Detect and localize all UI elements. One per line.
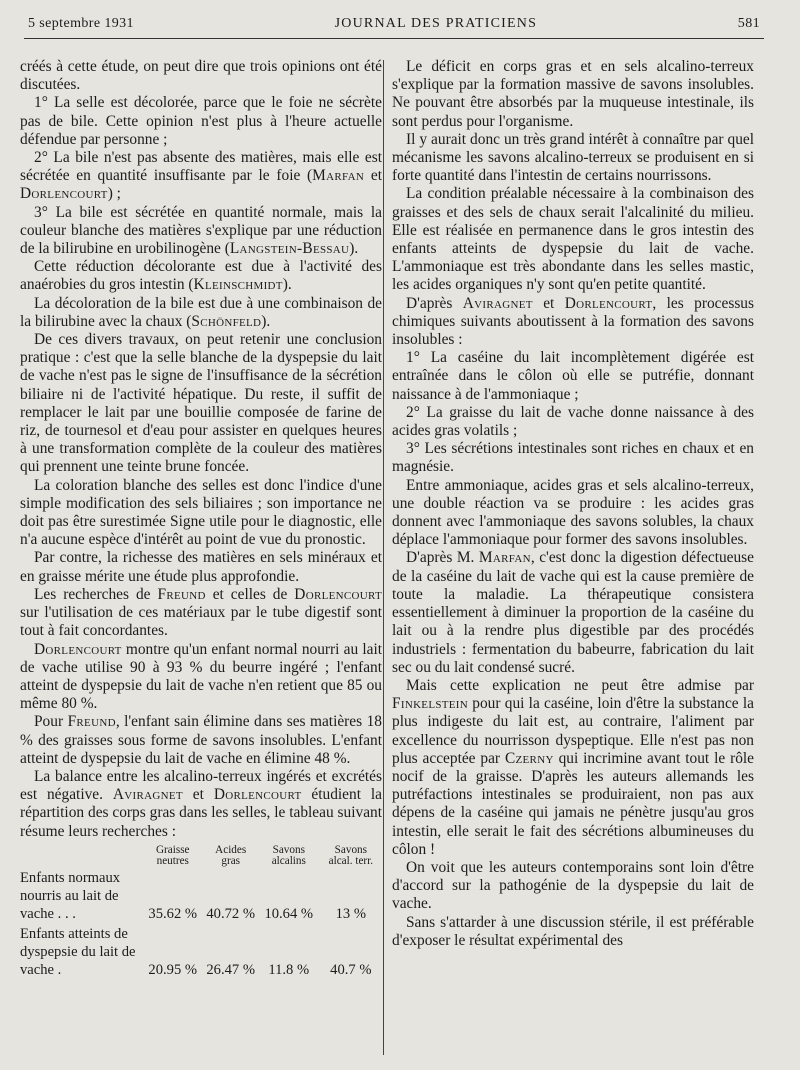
table-cell: 10.64 % (264, 905, 314, 922)
paragraph: On voit que les auteurs contemporains sont loin d'être d'accord sur la pathogénie de la dyspepsie du lait de vache. (392, 858, 754, 913)
table-cell: 35.62 % (148, 905, 198, 922)
table-cell: 40.7 % (330, 961, 372, 978)
paragraph: 3° Les sécrétions intestinales sont riches en chaux et en magnésie. (392, 440, 754, 476)
text-run: ). (349, 240, 359, 258)
text-run: La balance entre les alcalino-terreux ingérés et excrétés est négative. (20, 767, 382, 804)
table-cell: 13 % (335, 905, 367, 922)
paragraph (20, 258, 382, 294)
text-run: La décoloration de la bile est due à une combinaison de la bilirubine avec la chaux ( (20, 294, 382, 330)
text-run: pour qui la caséine, loin d'être la substance la plus indigeste du lait est, au contraire, l'aliment par excellence du nourrisson dyspeptique. Elle n'est pas non plus acceptée par (392, 695, 754, 767)
paragraph (20, 768, 382, 841)
left-column (20, 58, 382, 979)
table-cell: 40.72 % (206, 905, 256, 922)
paragraph: Entre ammoniaque, acides gras et sels alcalino-terreux, une double réaction va se produire : les acides gras donnent avec l'ammoniaque des savons solubles, la chaux déplace l'ammoniaque pour former des savons insolubles. (392, 476, 754, 549)
text-run: et (532, 294, 565, 312)
author-name: Freund (157, 585, 206, 603)
text-run: sur l'utilisation de ces matériaux par le tube digestif sont tout à fait concordantes. (20, 604, 382, 640)
paragraph: De ces divers travaux, on peut retenir une conclusion pratique : c'est que la selle blanche de la dyspepsie du lait de vache n'est pas le signe de l'insuffisance de la sécrétion biliaire ni de l'activité hépatique. Du reste, il suffit de remplacer le lait par une bouillie composée de farine de riz, de tournesol et d'eau pour assister en quelques heures à une transformation complète de la couleur des matières qui prennent une teinte brune foncée. (20, 331, 382, 476)
table-header-row (20, 845, 382, 867)
author-name: Finkelstein (392, 695, 469, 713)
author-name: Marfan (312, 167, 365, 185)
paragraph: Par contre, la richesse des matières en sels minéraux et en graisse mérite une étude plus approfondie. (20, 549, 382, 585)
paragraph (20, 641, 382, 714)
paragraph (20, 295, 382, 331)
author-name: Dorlencourt (20, 185, 108, 203)
row-label: Enfants atteints de dyspepsie du lait de vache . (20, 925, 136, 978)
table-cell: 26.47 % (206, 961, 256, 978)
paragraph: 1° La caséine du lait incomplètement digérée est entraînée dans le côlon où elle se putréfie, donnant naissance à de l'ammoniaque ; (392, 349, 754, 403)
row-label: Enfants normaux nourris au lait de vache . . . (20, 869, 121, 922)
table-cell: 20.95 % (148, 961, 198, 978)
text-run: ). (282, 276, 292, 294)
page-number: 581 (737, 16, 760, 31)
author-name: Kleinschmidt (193, 276, 283, 294)
text-run: Les recherches de (34, 585, 158, 603)
table-cell: 11.8 % (268, 961, 310, 978)
column-header: Graisse neutres (155, 843, 190, 867)
text-run: Mais cette explication ne peut être admise par (406, 676, 754, 694)
text-run: D'après M. (406, 549, 479, 567)
paragraph: La condition préalable nécessaire à la combinaison des graisses et des sels de chaux serait l'alcalinité du milieu. Elle est réalisée en permanence dans le gros intestin des enfants atteints de dyspepsie du lait de vache. L'ammoniaque est très abondante dans les selles mastic, les acides organiques n'y sont qu'en petite quantité. (392, 185, 754, 294)
author-name: Freund (67, 713, 116, 731)
author-name: Aviragnet (112, 786, 183, 804)
text-run: Pour (34, 713, 68, 731)
paragraph (20, 586, 382, 641)
paragraph (392, 295, 754, 350)
text-run: montre qu'un enfant normal nourri au lait de vache utilise 90 à 93 % du beurre ingéré ; l'enfant atteint de dyspepsie du lait de vache n'en retient que 85 ou même 80 %. (20, 640, 382, 713)
column-divider (383, 60, 384, 1055)
text-run: ). (261, 312, 271, 330)
paragraph (392, 549, 754, 676)
text-run: , c'est donc la digestion défectueuse de la caséine du lait de vache qui est la cause première de toute la maladie. La thérapeutique consistera essentiellement à diminuer la proportion de la caséine du lait ou à la rendre plus digestible par des procédés industriels : fermentation du babeurre, fabrication du lait sec ou du lait condensé sucré. (392, 549, 755, 676)
paragraph: Il y aurait donc un très grand intérêt à connaître par quel mécanisme les savons alcalino-terreux se produisent en si forte quantité dans l'intestin de certains nourrissons. (392, 130, 754, 185)
header-date: 5 septembre 1931 (28, 16, 134, 31)
author-name: Langstein-Bessau (229, 240, 350, 258)
paragraph: Sans s'attarder à une discussion stérile, il est préférable d'exposer le résultat expérimental des (392, 913, 754, 949)
text-run: , les processus chimiques suivants aboutissent à la formation des savons insolubles : (392, 294, 754, 349)
table-row (20, 923, 382, 979)
journal-title: JOURNAL DES PRATICIENS (334, 16, 538, 31)
table-row (20, 867, 382, 923)
running-header (28, 16, 760, 36)
author-name: Dorlencourt (213, 786, 302, 804)
text-run: 2° La bile n'est pas absente des matières, mais elle est sécrétée en quantité insuffisante par le foie ( (20, 149, 382, 185)
paragraph: Le déficit en corps gras et en sels alcalino-terreux s'explique par la formation massive de savons insolubles. Ne pouvant être absorbés par la muqueuse intestinale, ils sont perdus pour l'organisme. (392, 58, 754, 130)
fat-distribution-table (20, 845, 382, 979)
column-header: Acides gras (215, 843, 247, 867)
table-corner (20, 845, 142, 867)
author-name: Aviragnet (462, 294, 533, 312)
column-header: Savons alcalins (271, 843, 306, 867)
text-run: et celles de (205, 585, 295, 603)
author-name: Dorlencourt (294, 585, 382, 603)
right-column (392, 58, 754, 950)
text-run: 3° La bile est sécrétée en quantité normale, mais la couleur blanche des matières s'explique par une réduction de la bilirubine en urobilinogène ( (20, 203, 382, 258)
text-run: qui incrimine avant tout le rôle nocif de la graisse. D'après les auteurs allemands les putréfactions intestinales se produiraient, non pas aux dépens de la caséine qui jamais ne pénètre jusqu'au gros intestin, elle serait le fait des sécrétions albumineuses du côlon ! (392, 749, 754, 858)
header-rule (24, 38, 764, 39)
text-run: et (364, 167, 382, 185)
paragraph (20, 149, 382, 204)
paragraph (20, 204, 382, 259)
column-header: Savons alcal. terr. (328, 843, 374, 867)
text-run: et (182, 786, 214, 804)
paragraph (20, 713, 382, 768)
author-name: Schönfeld (191, 312, 262, 330)
text-run: , l'enfant sain élimine dans ses matières 18 % des graisses sous forme de savons insolubles. L'enfant atteint de dyspepsie du lait de vache en élimine 48 %. (20, 713, 382, 767)
text-run: ) ; (107, 185, 121, 203)
paragraph: 1° La selle est décolorée, parce que le foie ne sécrète pas de bile. Cette opinion n'est plus à l'heure actuelle défendue par personne ; (20, 94, 382, 148)
text-run: Cette réduction décolorante est due à l'activité des anaérobies du gros intestin ( (20, 258, 382, 294)
paragraph: créés à cette étude, on peut dire que trois opinions ont été discutées. (20, 58, 382, 94)
paragraph: 2° La graisse du lait de vache donne naissance à des acides gras volatils ; (392, 403, 754, 440)
paragraph: La coloration blanche des selles est donc l'indice d'une simple modification des sels biliaires ; son importance ne doit pas être surestimée Signe utile pour le diagnostic, elle n'a aucune espèce d'intérêt au point de vue du pronostic. (20, 476, 382, 549)
author-name: Dorlencourt (34, 640, 122, 658)
paragraph (392, 677, 754, 859)
author-name: Marfan (478, 549, 531, 567)
text-run: D'après (406, 294, 463, 312)
author-name: Czerny (504, 749, 554, 767)
text-run: étudient la répartition des corps gras dans les selles, le tableau suivant résume leurs recherches : (20, 786, 382, 840)
author-name: Dorlencourt (564, 294, 653, 312)
